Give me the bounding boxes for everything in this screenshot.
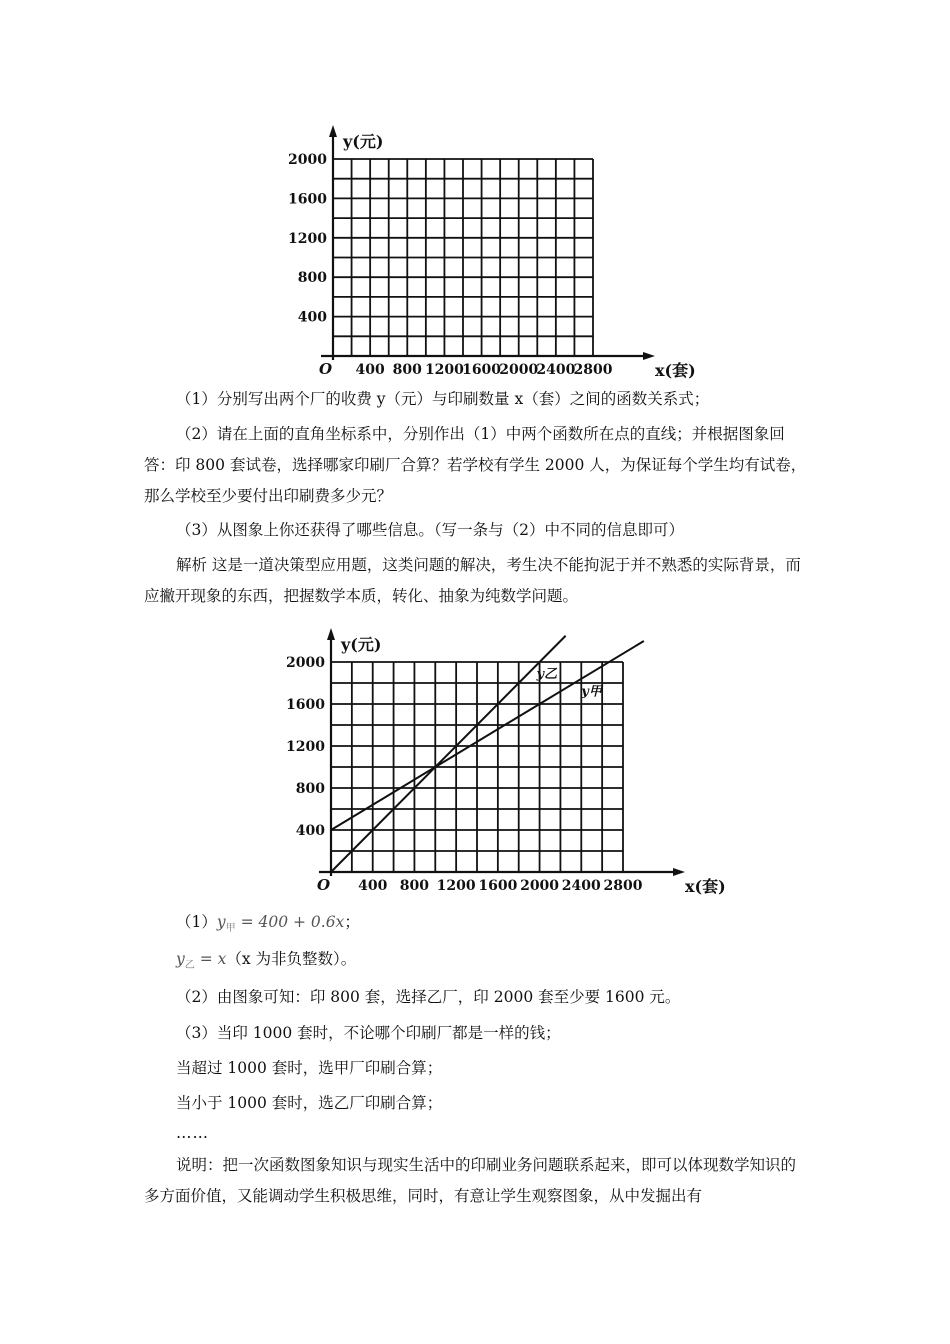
x-tick-label: 400 <box>355 362 385 378</box>
x-tick-label: 2800 <box>573 362 613 378</box>
x-tick-label: 1200 <box>436 878 476 894</box>
note-paragraph: 说明：把一次函数图象知识与现实生活中的印刷业务问题联系起来，即可以体现数学知识的多方面价值，又能调动学生积极思维，同时，有意让学生观察图象，从中发掘出有 <box>144 1156 797 1205</box>
series-label-yi: y乙 <box>536 666 558 682</box>
ellipsis: …… <box>176 1124 209 1142</box>
x-tick-label: 1600 <box>478 878 518 894</box>
x-axis-arrow <box>643 352 655 360</box>
y-tick-label: 800 <box>297 270 327 287</box>
y-axis-label: y(元) <box>343 132 384 151</box>
answer-1-formula-a: $(1)y_甲 = 400 + 0.6x$； <box>176 913 360 934</box>
y-tick-label: 2000 <box>286 655 325 671</box>
y-tick-label: 2000 <box>288 152 327 168</box>
y-axis-arrow <box>327 628 335 640</box>
x-tick-label: 2000 <box>520 878 560 894</box>
x-tick-label: 800 <box>399 878 430 894</box>
origin-label: O <box>319 360 333 378</box>
y-axis-arrow <box>329 125 337 137</box>
y-tick-label: 800 <box>295 781 325 797</box>
y-tick-label: 400 <box>295 823 325 839</box>
answer-1-formula-b: $y_乙 = x(x$ 为非负整数）。 <box>176 950 357 971</box>
x-tick-label: 400 <box>358 878 388 894</box>
y-axis-label: y(元) <box>341 635 382 654</box>
series-label-jia: y甲 <box>581 684 602 700</box>
x-axis-label: x(套) <box>655 361 696 380</box>
origin-label: O <box>317 876 331 894</box>
x-tick-label: 1200 <box>424 362 464 378</box>
y-tick-label: 1600 <box>286 697 325 713</box>
series-line <box>331 636 566 872</box>
answer-3-line-3: 当小于 1000 套时，选乙厂印刷合算； <box>176 1094 443 1112</box>
x-tick-label: 800 <box>392 362 422 378</box>
series-line <box>331 641 644 830</box>
analysis-paragraph: 解析 这是一道决策型应用题，这类问题的解决，考生决不能拘泥于并不熟悉的实际背景，而应撇开现象的东西，把握数学本质，转化、抽象为纯数学问题。 <box>144 556 801 605</box>
x-axis-label: x(套) <box>685 877 726 896</box>
empty-coordinate-grid <box>288 120 696 390</box>
answer-2: （2）由图象可知：印 800 套，选择乙厂，印 2000 套至少要 1600 元。 <box>176 988 681 1006</box>
x-axis-arrow <box>673 868 685 876</box>
x-tick-label: 2400 <box>561 878 601 894</box>
x-tick-label: 2400 <box>536 362 576 378</box>
y-tick-label: 1600 <box>288 191 327 208</box>
question-2: （2）请在上面的直角坐标系中，分别作出（1）中两个函数所在点的直线；并根据图象回答：印 800 套试卷，选择哪家印刷厂合算？若学校有学生 2000 人，为保证每个学生均有试卷，那么学校至少要付出印刷费多少元？ <box>144 425 807 505</box>
y-tick-label: 1200 <box>288 230 327 247</box>
x-tick-label: 1600 <box>462 362 502 378</box>
question-1: （1）分别写出两个厂的收费 y（元）与印刷数量 x（套）之间的函数关系式； <box>176 390 710 408</box>
x-tick-label: 2800 <box>603 878 643 894</box>
function-graph <box>286 630 726 900</box>
answer-3-line-2: 当超过 1000 套时，选甲厂印刷合算； <box>176 1059 443 1077</box>
question-3: （3）从图象上你还获得了哪些信息。（写一条与（2）中不同的信息即可） <box>176 521 684 539</box>
y-tick-label: 400 <box>297 309 327 326</box>
y-tick-label: 1200 <box>286 739 325 755</box>
x-tick-label: 2000 <box>499 362 539 378</box>
answer-3: （3）当印 1000 套时，不论哪个印刷厂都是一样的钱； <box>176 1024 561 1042</box>
